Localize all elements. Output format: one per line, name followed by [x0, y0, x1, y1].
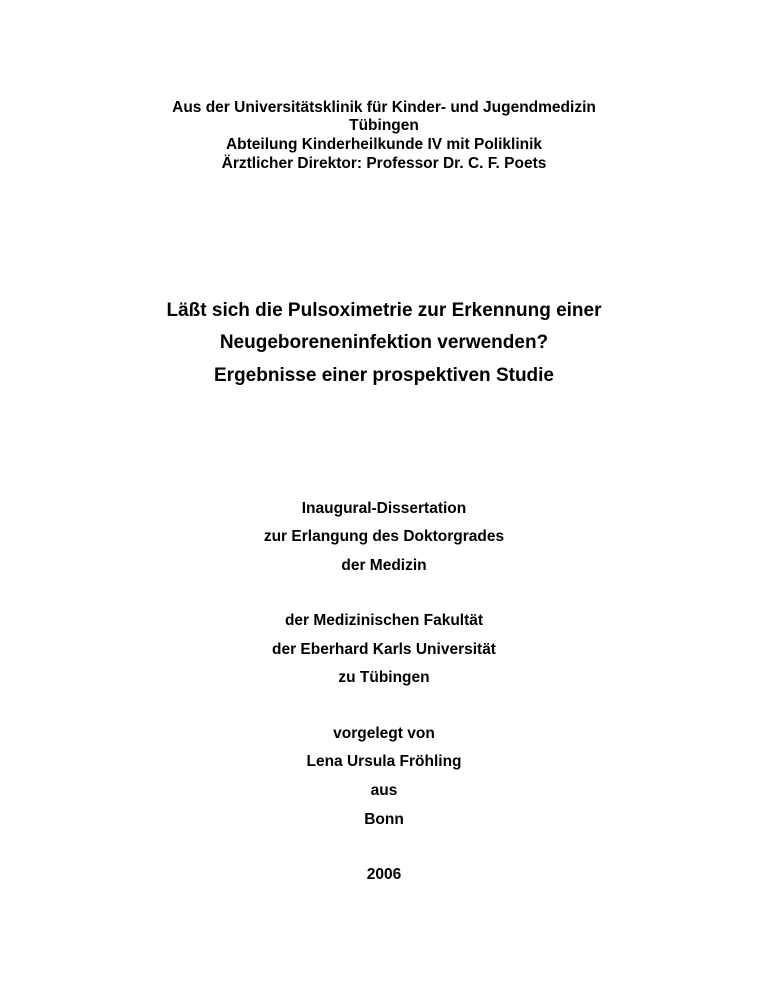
- university-city: zu Tübingen: [338, 669, 430, 686]
- year: 2006: [366, 866, 402, 883]
- faculty-name: der Medizinischen Fakultät: [284, 612, 484, 629]
- title-line-2: Neugeboreneninfektion verwenden?: [219, 332, 549, 353]
- dissertation-field: der Medizin: [341, 557, 427, 574]
- author-name: Lena Ursula Fröhling: [306, 753, 462, 770]
- dissertation-type: Inaugural-Dissertation: [301, 500, 467, 517]
- author-hometown: Bonn: [364, 811, 404, 828]
- header-city: Tübingen: [349, 117, 419, 134]
- university-name: der Eberhard Karls Universität: [272, 641, 496, 658]
- title-line-3: Ergebnisse einer prospektiven Studie: [214, 365, 554, 386]
- header-director: Ärztlicher Direktor: Professor Dr. C. F. Poets: [221, 155, 547, 172]
- header-institution: Aus der Universitätsklinik für Kinder- und Jugendmedizin: [172, 99, 596, 116]
- header-department: Abteilung Kinderheilkunde IV mit Poliklinik: [225, 136, 543, 153]
- submitted-by: vorgelegt von: [333, 725, 435, 742]
- dissertation-purpose: zur Erlangung des Doktorgrades: [263, 528, 505, 545]
- title-line-1: Läßt sich die Pulsoximetrie zur Erkennung einer: [166, 300, 602, 321]
- author-from: aus: [370, 782, 398, 799]
